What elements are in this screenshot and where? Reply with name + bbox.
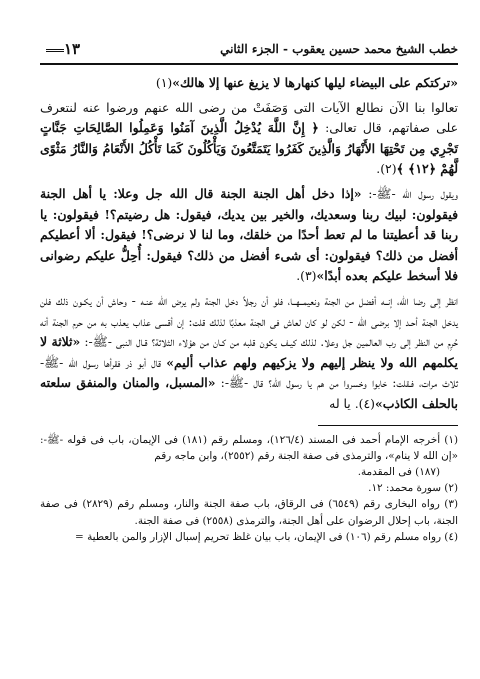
footnote-1: (١) أخرجه الإمام أحمد فى المسند (١٢٦/٤)، ومسلم رقم (١٨١) فى الإيمان، باب فى قوله -ﷺ-: «إن الله لا ينام»، والترمذى فى صفة الجنة رقم (٢٥٥٢)، وابن ماجه رقم xyxy=(40,433,458,462)
footnote-ref: (٢). xyxy=(376,161,397,177)
hadith-quote: «ثلاثة لا يكلمهم الله ولا ينظر إليهم ولا يزكيهم ولهم عذاب أليم» xyxy=(40,334,458,370)
continuation-mark: = xyxy=(75,530,84,543)
footnote-ref: (١) xyxy=(155,75,173,90)
footnote-ref: (٤) xyxy=(358,395,375,411)
running-header xyxy=(40,38,458,65)
paragraph-2 xyxy=(40,98,458,180)
paragraph-1 xyxy=(40,73,458,94)
footnote-divider xyxy=(318,425,458,426)
main-text xyxy=(40,73,458,415)
footnote-1-continued: (١٨٧) فى المقدمة. xyxy=(357,465,440,478)
paragraph-text: قال أبو ذر فقرأها رسول الله -ﷺ- ثلاث مرات، فـقلت: خابوا وخسروا من هم يا رسول الله؟ قال -ﷺ-: xyxy=(40,354,458,391)
paragraph-text: انظر إلى رضا الله، إنــه أفضل من الجنة ونعيمــهــا، فلو أن رجلاً دخل الجنة ولم يرض الله عنـه - وحاش أن يكـون ذلك فلن يدخل الجنة أحـد إلا برضى الله - لكن لو كان لعاش فى الجنة معذبًا لذلك قلت: إن أقسى عذاب يعذب به من حرم الجنة أنه حُرِم من النظر إلى رب العالمين جل وعلا. لذلك كيـف يكون قلبه من كـان من هؤلاء الثلاثة؟ قـال النبى -ﷺ-: xyxy=(40,292,458,350)
footnote-4 xyxy=(40,529,458,545)
paragraph-text: . يا له xyxy=(329,395,359,411)
page-number-value: ١٣ xyxy=(64,40,81,58)
paragraph-text: تعالوا بنا الآن نطالع الآيات التى وَصَفَتْ من رضى الله عنهم ورضوا عنه لنتعرف على صفاتهم، قال تعالى: xyxy=(40,99,458,136)
header-ornament xyxy=(46,49,64,52)
hadith-quote: «إذا دخل أهل الجنة الجنة قال الله جل وعلا: يا أهل الجنة فيقولون: لبيك ربنا وسعديك، والخير بين يديك، فيقول: هل رضيتم؟! فيقولون: يا ربنا قد أعطيتنا ما لم تعط أحدًا من خلقك، وما لنا لا نرضى؟! فيقول: ألا أعطيكم أفضل من ذلك؟ فيقولون: أى شىء أفضل من ذلك؟ فيقول: أُحِلُّ عليكم رضوانى فلا أسخط عليكم بعده أبدًا» xyxy=(40,185,458,284)
paragraph-4 xyxy=(40,291,458,415)
footnote-ref: (٣). xyxy=(296,268,317,284)
paragraph-3 xyxy=(40,184,458,287)
paragraph-text: ويقول رسول الله -ﷺ-: xyxy=(368,185,458,201)
footnote-3: (٣) رواه البخارى رقم (٦٥٤٩) فى الرقاق، باب صفة الجنة والنار، ومسلم رقم (٢٨٢٩) فى صفة الجنة، باب إحلال الرضوان على أهل الجنة، والترمذى (٢٥٥٨) فى صفة الجنة. xyxy=(40,498,458,527)
hadith-quote: «تركتكم على البيضاء ليلها كنهارها لا يزيغ عنها إلا هالك» xyxy=(172,75,458,90)
page xyxy=(40,38,458,545)
footnote-2: (٢) سورة محمد: ١٢. xyxy=(368,482,458,495)
quran-verse: ﴿ إِنَّ اللَّهَ يُدْخِلُ الَّذِينَ آمَنُوا وَعَمِلُوا الصَّالِحَاتِ جَنَّاتٍ تَجْرِي مِن تَحْتِهَا الأَنْهَارُ وَالَّذِينَ كَفَرُوا يَتَمَتَّعُونَ وَيَأْكُلُونَ كَمَا تَأْكُلُ الأَنْعَامُ وَالنَّارُ مَثْوًى لَّهُمْ ﴿١٢﴾ ﴾ xyxy=(40,120,458,177)
hadith-quote: «المسبل، والمنان والمنفق سلعته بالحلف الكاذب» xyxy=(40,375,458,411)
footnote-4-text: (٤) رواه مسلم رقم (١٠٦) فى الإيمان، باب بيان غلظ تحريم إسبال الإزار والمن بالعطية xyxy=(87,530,458,543)
footnotes xyxy=(40,432,458,545)
header-title: خطب الشيخ محمد حسين يعقوب - الجزء الثاني xyxy=(220,42,458,56)
page-number xyxy=(40,40,80,58)
